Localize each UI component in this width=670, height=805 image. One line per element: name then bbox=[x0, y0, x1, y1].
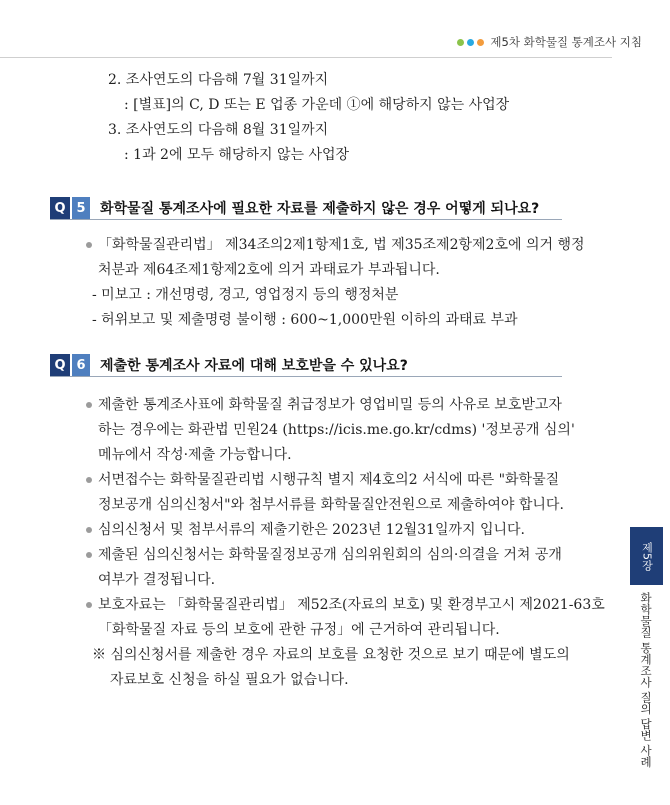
q6-badge bbox=[50, 354, 90, 376]
q6-bullet-1-line-3: 메뉴에서 작성·제출 가능합니다. bbox=[98, 447, 292, 463]
bullet-icon bbox=[86, 402, 92, 408]
bullet-icon bbox=[86, 242, 92, 248]
q6-bullet-5-line-1: 보호자료는 「화학물질관리법」 제52조(자료의 보호) 및 환경부고시 제2021-63호 bbox=[98, 597, 605, 613]
q6-bullet-2-line-1: 서면접수는 화학물질관리법 시행규칙 별지 제4호의2 서식에 따른 "화학물질 bbox=[98, 472, 560, 488]
q5-number: 5 bbox=[72, 197, 90, 219]
q6-bullet-5-line-2: 「화학물질 자료 등의 보호에 관한 규정」에 근거하여 관리됩니다. bbox=[98, 622, 500, 638]
blue-dot bbox=[467, 39, 474, 46]
q5-badge bbox=[50, 197, 90, 219]
header-title: 제5차 화학물질 통계조사 지침 bbox=[490, 35, 642, 49]
q6-bullet-1-line-1: 제출한 통계조사표에 화학물질 취급정보가 영업비밀 등의 사유로 보호받고자 bbox=[98, 397, 562, 413]
q5-detail-2: - 허위보고 및 제출명령 불이행 : 600~1,000만원 이하의 과태료 부과 bbox=[92, 312, 518, 328]
q6-title: 제출한 통계조사 자료에 대해 보호받을 수 있나요? bbox=[100, 358, 408, 374]
chapter-tab-label: 제5장 bbox=[640, 541, 654, 571]
intro-item-2: 2. 조사연도의 다음해 7월 31일까지 bbox=[108, 72, 329, 88]
q5-bullet-1-line-1: 「화학물질관리법」 제34조의2제1항제1호, 법 제35조제2항제2호에 의거 행정 bbox=[98, 237, 585, 253]
page-header bbox=[457, 34, 642, 50]
orange-dot bbox=[477, 39, 484, 46]
q5-title: 화학물질 통계조사에 필요한 자료를 제출하지 않은 경우 어떻게 되나요? bbox=[100, 201, 540, 217]
q6-bullet-4-line-2: 여부가 결정됩니다. bbox=[98, 572, 216, 588]
bullet-icon bbox=[86, 602, 92, 608]
intro-item-2-detail: : [별표]의 C, D 또는 E 업종 가운데 ①에 해당하지 않는 사업장 bbox=[124, 97, 510, 113]
header-dots bbox=[457, 39, 484, 46]
header-divider bbox=[0, 57, 612, 58]
q5-q-label: Q bbox=[50, 197, 70, 219]
chapter-side-label: 화학물질 통계조사 질의 답변 사례 bbox=[639, 592, 653, 768]
green-dot bbox=[457, 39, 464, 46]
q6-note-line-2: 자료보호 신청을 하실 필요가 없습니다. bbox=[110, 672, 349, 688]
q5-detail-1: - 미보고 : 개선명령, 경고, 영업정지 등의 행정처분 bbox=[92, 287, 399, 303]
q6-q-label: Q bbox=[50, 354, 70, 376]
q6-number: 6 bbox=[72, 354, 90, 376]
intro-item-3: 3. 조사연도의 다음해 8월 31일까지 bbox=[108, 122, 329, 138]
q6-note-line-1: ※ 심의신청서를 제출한 경우 자료의 보호를 요청한 것으로 보기 때문에 별도의 bbox=[92, 647, 570, 663]
q6-bullet-3-line-1: 심의신청서 및 첨부서류의 제출기한은 2023년 12월31일까지 입니다. bbox=[98, 522, 525, 538]
q5-bullet-1-line-2: 처분과 제64조제1항제2호에 의거 과태료가 부과됩니다. bbox=[98, 262, 440, 278]
intro-item-3-detail: : 1과 2에 모두 해당하지 않는 사업장 bbox=[124, 147, 350, 163]
bullet-icon bbox=[86, 477, 92, 483]
q6-bullet-4-line-1: 제출된 심의신청서는 화학물질정보공개 심의위원회의 심의·의결을 거쳐 공개 bbox=[98, 547, 562, 563]
bullet-icon bbox=[86, 552, 92, 558]
chapter-tab bbox=[630, 527, 663, 585]
q6-bullet-2-line-2: 정보공개 심의신청서"와 첨부서류를 화학물질안전원으로 제출하여야 합니다. bbox=[98, 497, 564, 513]
q6-bullet-1-line-2: 하는 경우에는 화관법 민원24 (https://icis.me.go.kr/cdms) '정보공개 심의' bbox=[98, 422, 575, 438]
bullet-icon bbox=[86, 527, 92, 533]
q6-heading bbox=[50, 354, 562, 377]
q5-heading bbox=[50, 197, 562, 220]
